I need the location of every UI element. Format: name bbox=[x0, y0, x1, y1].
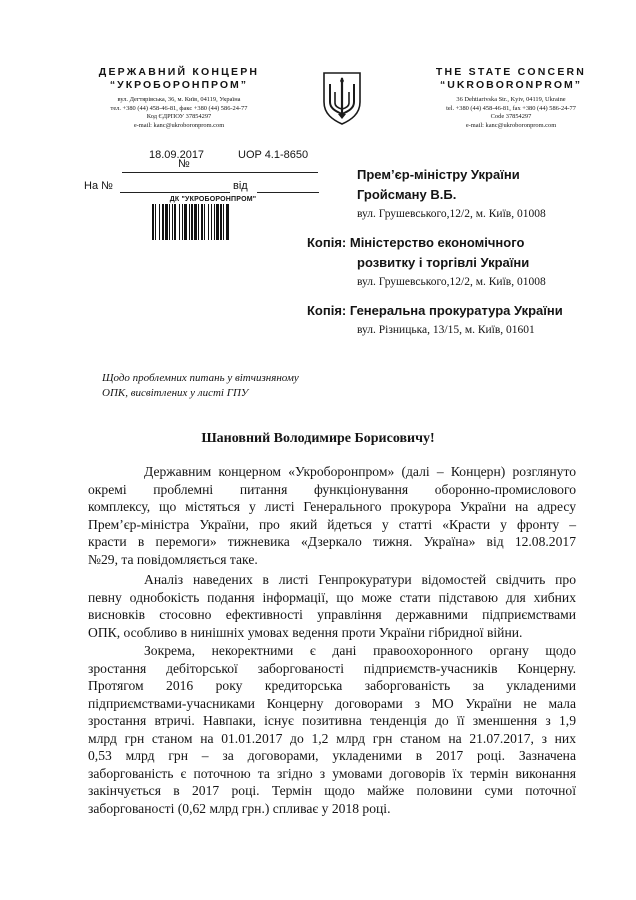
org-address-ua: вул. Дегтярівська, 36, м. Київ, 04119, Україна bbox=[117, 96, 241, 103]
outgoing-date: 18.09.2017 bbox=[149, 149, 205, 161]
addressee-name: Гройсману В.Б. bbox=[357, 187, 457, 202]
paragraph-line: заборгованість є поточною та згідно з умовами договорів їх термін виконання bbox=[88, 765, 576, 781]
trident-emblem-icon bbox=[321, 70, 363, 126]
paragraph-line: Державним концерном «Укроборонпром» (далі – Концерн) розглянуто bbox=[144, 464, 576, 479]
paragraph-line: закінчується в 2017 році. Термін щодо майже половини суми поточної bbox=[88, 783, 576, 798]
paragraph-line: зростання втричі. Навпаки, існує позитивна тенденція до її зменшення з 1,9 bbox=[88, 713, 576, 728]
paragraph-line: красти в перемоги» тижневика «Дзеркало тижня. Україна» від 12.08.2017 bbox=[88, 534, 576, 549]
org-code-ua: Код ЄДРПОУ 37854297 bbox=[146, 113, 212, 121]
copy1-recipient-line2: розвитку і торгівлі України bbox=[357, 255, 530, 270]
paragraph-line: Протягом 2016 року кредиторська заборгованість за укладеними bbox=[88, 678, 576, 693]
letterhead-en bbox=[416, 66, 606, 130]
org-name-en-line1: THE STATE CONCERN bbox=[435, 66, 587, 78]
reply-to-label: На № bbox=[84, 180, 113, 192]
paragraph-line: 0,53 млрд грн – за договорами, укладеними в 2017 році. Зазначена bbox=[88, 748, 576, 763]
org-code-en: Code 37854297 bbox=[490, 113, 532, 121]
paragraph-line: певну однобокість подання інформації, що може стати підставою для хибних bbox=[88, 589, 576, 605]
paragraph-line: зростання дебіторської заборгованості підприємств-учасників Концерну. bbox=[88, 660, 576, 676]
paragraph-line: окремі проблемні питання функціонування оборонно-промислового bbox=[88, 481, 576, 497]
paragraph-line: підприємствами-учасниками Концерну договорами з МО України не мала bbox=[88, 695, 576, 711]
salutation: Шановний Володимире Борисовичу! bbox=[201, 431, 435, 446]
stamp-label: ДК "УКРОБОРОНПРОМ" bbox=[169, 196, 257, 203]
paragraph-line: Зокрема, некоректними є дані правоохоронного органу щодо bbox=[144, 643, 576, 658]
org-address-en: 36 Dehtiarivska Str., Kyiv, 04119, Ukraine bbox=[456, 96, 566, 103]
number-underline bbox=[122, 172, 318, 173]
reply-number-line bbox=[120, 192, 230, 193]
paragraph-line: висновків стосовно ефективності управління державними підприємствами bbox=[88, 607, 576, 622]
reply-date-label: від bbox=[233, 180, 248, 192]
outgoing-number: UOP 4.1-8650 bbox=[238, 149, 309, 161]
copy2-address: вул. Різницька, 13/15, м. Київ, 01601 bbox=[357, 324, 535, 336]
barcode-stamp bbox=[152, 196, 274, 240]
subject-line: ОПК, висвітлених у листі ГПУ bbox=[102, 387, 249, 399]
org-phone-ua: тел. +380 (44) 458-46-81, факс +380 (44) 586-24-77 bbox=[110, 104, 248, 112]
body-paragraph-2 bbox=[88, 571, 576, 641]
barcode bbox=[152, 204, 274, 240]
paragraph-line: Аналіз наведених в листі Генпрокуратури відомостей свідчить про bbox=[144, 572, 576, 587]
number-sign: № bbox=[178, 158, 190, 170]
paragraph-line: млрд грн станом на 01.01.2017 до 1,2 млрд грн станом на 21.07.2017, з них bbox=[88, 730, 576, 746]
org-phone-en: tel. +380 (44) 458-46-81, fax +380 (44) 586-24-77 bbox=[446, 104, 576, 112]
paragraph-line: №29, та повідомляється таке. bbox=[88, 551, 258, 567]
org-name-ua-line2: “УКРОБОРОНПРОМ” bbox=[109, 79, 249, 91]
copy1-address: вул. Грушевського,12/2, м. Київ, 01008 bbox=[357, 276, 546, 288]
barcode-bar bbox=[229, 204, 230, 240]
paragraph-line: Прем’єр-міністра України, про який йдеться у статті «Красти у фронту – bbox=[88, 516, 576, 532]
letterhead-ua bbox=[84, 66, 274, 130]
org-name-en-line2: “UKROBORONPROM” bbox=[440, 79, 582, 91]
org-email-ua: e-mail: kanc@ukroboronprom.com bbox=[133, 121, 225, 129]
subject-line: Щодо проблемних питань у вітчизняному bbox=[102, 372, 299, 384]
paragraph-line: комплексу, що містяться у листі Генерального прокурора України на адресу bbox=[88, 499, 576, 514]
org-name-ua-line1: ДЕРЖАВНИЙ КОНЦЕРН bbox=[98, 66, 260, 78]
org-email-en: e-mail: kanc@ukroboronprom.com bbox=[465, 121, 557, 129]
reply-date-line bbox=[257, 192, 319, 193]
body-paragraph-1 bbox=[88, 463, 576, 568]
addressee-address: вул. Грушевського,12/2, м. Київ, 01008 bbox=[357, 208, 546, 220]
paragraph-line: ОПК, особливо в нинішніх умовах ведення проти України гібридної війни. bbox=[88, 624, 523, 640]
body-paragraph-3 bbox=[88, 642, 576, 817]
paragraph-line: заборгованості (0,62 млрд грн.) спливає у 2018 році. bbox=[88, 800, 391, 816]
copy1-recipient: Копія: Міністерство економічного bbox=[307, 235, 525, 250]
copy2-recipient: Копія: Генеральна прокуратура України bbox=[307, 303, 563, 318]
addressee-title: Прем’єр-міністру України bbox=[357, 167, 520, 182]
letter-subject bbox=[102, 371, 299, 401]
